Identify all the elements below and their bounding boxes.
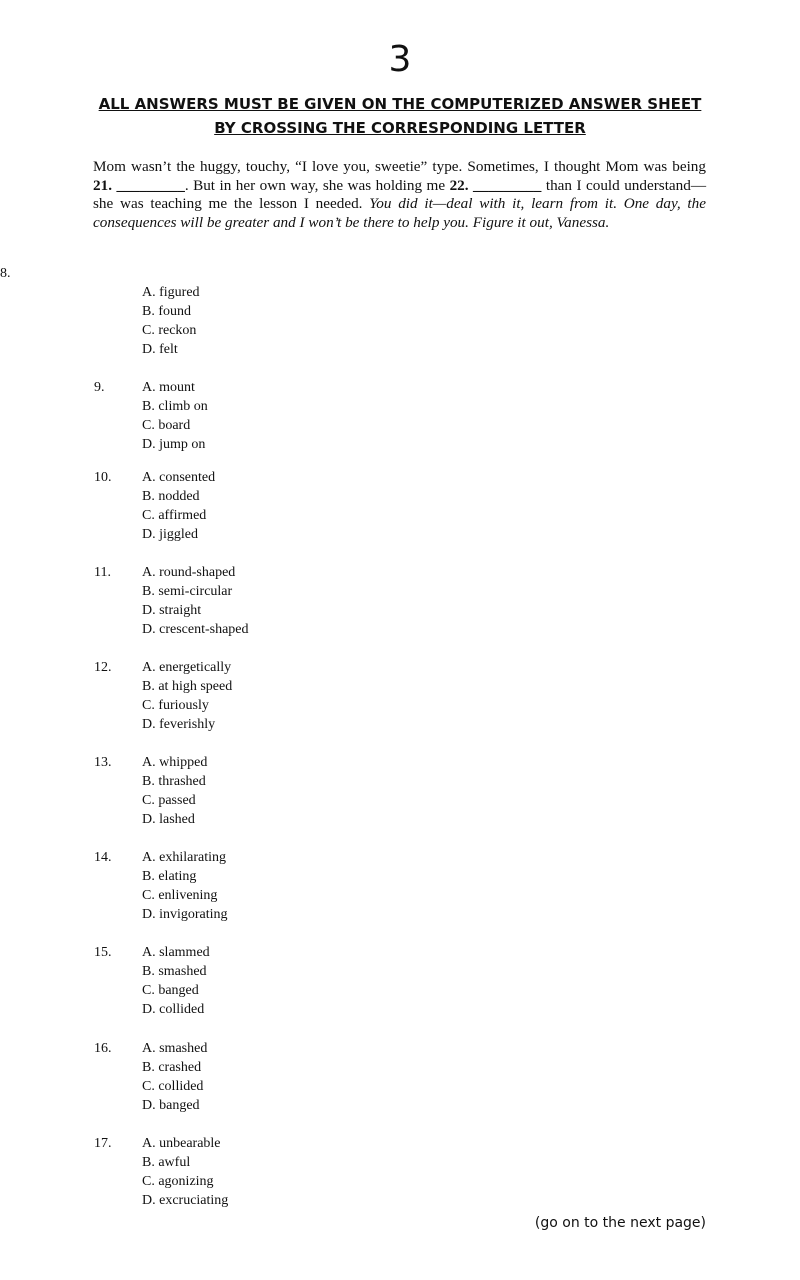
question-number: 12. bbox=[94, 660, 112, 675]
option[interactable]: A. unbearable bbox=[142, 1136, 221, 1151]
blank-21: 21. _________ bbox=[93, 176, 185, 194]
option[interactable]: D. straight bbox=[142, 603, 202, 618]
option[interactable]: D. jiggled bbox=[142, 527, 198, 542]
option[interactable]: C. passed bbox=[142, 793, 196, 808]
option[interactable]: C. agonizing bbox=[142, 1174, 214, 1189]
option[interactable]: A. smashed bbox=[142, 1041, 208, 1056]
question-number: 10. bbox=[94, 470, 112, 485]
option[interactable]: D. jump on bbox=[142, 437, 206, 452]
option[interactable]: D. banged bbox=[142, 1098, 200, 1113]
option[interactable]: A. exhilarating bbox=[142, 850, 226, 865]
option[interactable]: C. affirmed bbox=[142, 508, 207, 523]
instruction-line-2: BY CROSSING THE CORRESPONDING LETTER bbox=[214, 119, 586, 137]
option[interactable]: C. collided bbox=[142, 1079, 204, 1094]
option[interactable]: B. found bbox=[142, 304, 191, 319]
option[interactable]: A. slammed bbox=[142, 945, 210, 960]
option[interactable]: A. mount bbox=[142, 380, 195, 395]
options-list bbox=[142, 468, 215, 544]
footer-note: (go on to the next page) bbox=[534, 1215, 706, 1231]
option[interactable]: B. thrashed bbox=[142, 774, 206, 789]
option[interactable]: C. enlivening bbox=[142, 888, 218, 903]
option[interactable]: C. board bbox=[142, 418, 191, 433]
option[interactable]: D. collided bbox=[142, 1002, 205, 1017]
option[interactable]: B. awful bbox=[142, 1155, 191, 1170]
option[interactable]: D. excruciating bbox=[142, 1193, 229, 1208]
options-list bbox=[142, 943, 210, 1019]
option[interactable]: D. feverishly bbox=[142, 717, 216, 732]
options-list bbox=[142, 563, 249, 639]
option[interactable]: B. at high speed bbox=[142, 679, 233, 694]
option[interactable]: B. elating bbox=[142, 869, 197, 884]
option[interactable]: C. reckon bbox=[142, 323, 197, 338]
option[interactable]: B. semi-circular bbox=[142, 584, 233, 599]
option[interactable]: A. energetically bbox=[142, 660, 232, 675]
option[interactable]: B. climb on bbox=[142, 399, 208, 414]
option[interactable]: B. nodded bbox=[142, 489, 200, 504]
blank-22: 22. _________ bbox=[449, 176, 542, 194]
option[interactable]: C. furiously bbox=[142, 698, 209, 713]
options-list bbox=[142, 658, 232, 734]
question-number: 14. bbox=[94, 850, 112, 865]
option[interactable]: A. figured bbox=[142, 285, 200, 300]
instructions bbox=[0, 92, 800, 140]
passage-text-2: . But in her own way, she was holding me bbox=[184, 176, 450, 194]
question-number: 9. bbox=[94, 380, 105, 395]
option[interactable]: D. lashed bbox=[142, 812, 195, 827]
option[interactable]: D. felt bbox=[142, 342, 178, 357]
option[interactable]: D. invigorating bbox=[142, 907, 228, 922]
options-list bbox=[142, 1134, 228, 1210]
question-number: 17. bbox=[94, 1136, 112, 1151]
option[interactable]: B. smashed bbox=[142, 964, 207, 979]
instruction-line-1: ALL ANSWERS MUST BE GIVEN ON THE COMPUTERIZED ANSWER SHEET bbox=[98, 95, 702, 113]
question-number: 8. bbox=[0, 266, 11, 281]
passage-text-1: Mom wasn’t the huggy, touchy, “I love you, sweetie” type. Sometimes, I thought Mom was being bbox=[93, 158, 706, 175]
passage-italic: You did it—deal with it, learn from it. One day, the consequences will be greater and I won’t be there to help you. Figure it out, Vanessa. bbox=[93, 195, 706, 231]
option[interactable]: A. consented bbox=[142, 470, 216, 485]
question-number: 15. bbox=[94, 945, 112, 960]
option[interactable]: D. crescent-shaped bbox=[142, 622, 249, 637]
options-list bbox=[142, 1039, 207, 1115]
question-number: 13. bbox=[94, 755, 112, 770]
option[interactable]: B. crashed bbox=[142, 1060, 202, 1075]
options-list bbox=[142, 753, 207, 829]
options-list bbox=[142, 848, 228, 924]
passage-text-3: than I could understand—she was teaching me the lesson I needed. bbox=[93, 176, 707, 213]
options-list bbox=[142, 378, 208, 454]
question-number: 16. bbox=[94, 1041, 112, 1056]
page-number: 3 bbox=[388, 39, 412, 80]
question-number: 11. bbox=[94, 565, 111, 580]
option[interactable]: A. round-shaped bbox=[142, 565, 236, 580]
options-list bbox=[142, 283, 200, 359]
option[interactable]: A. whipped bbox=[142, 755, 208, 770]
passage bbox=[93, 158, 706, 232]
option[interactable]: C. banged bbox=[142, 983, 199, 998]
